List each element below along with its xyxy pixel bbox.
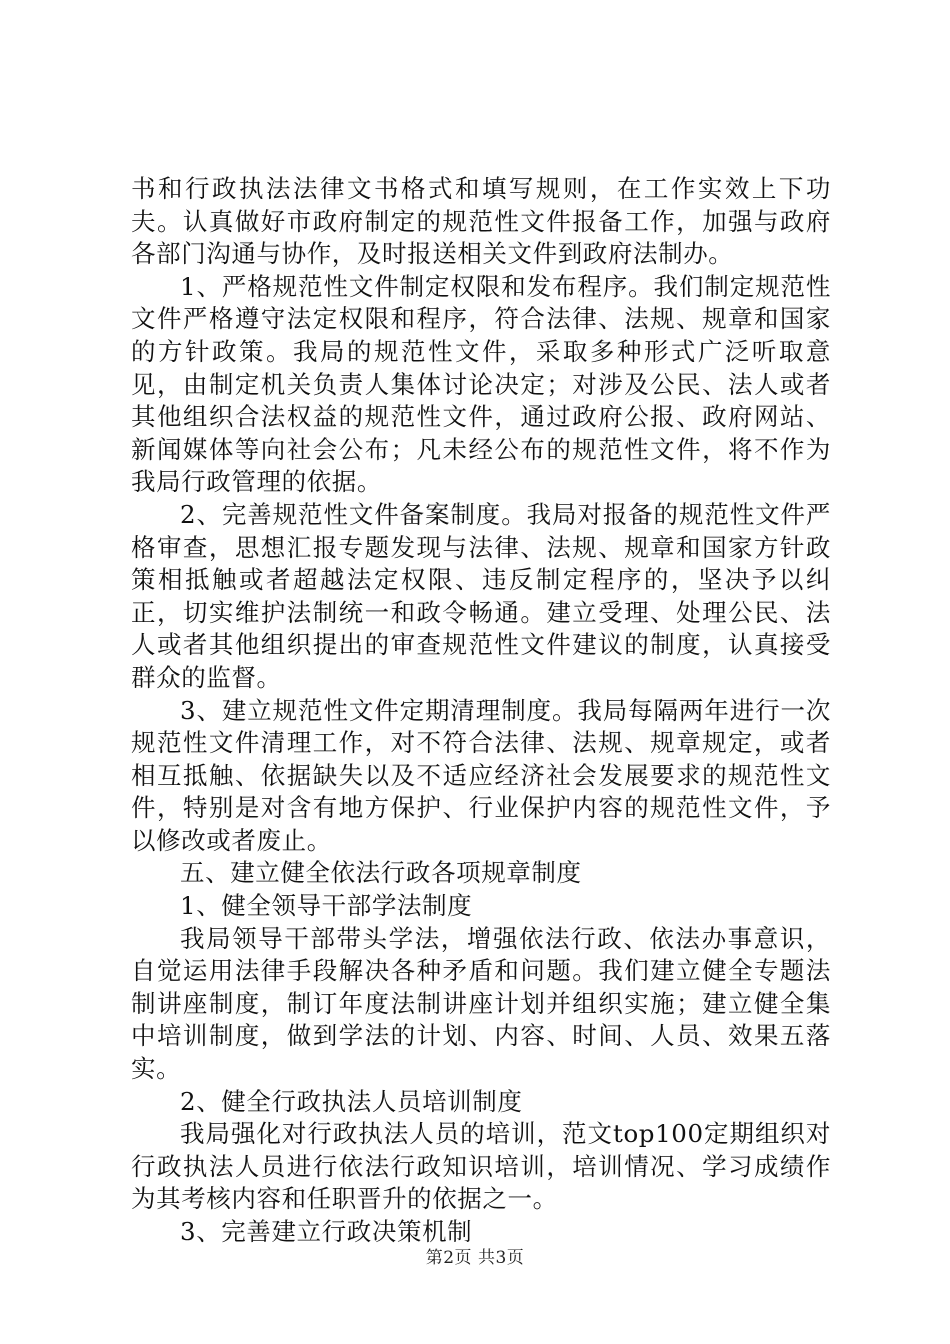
subsection-heading: 2、健全行政执法人员培训制度 [180, 1086, 523, 1116]
subsection-heading: 1、健全领导干部学法制度 [180, 891, 473, 921]
paragraph: 我局领导干部带头学法，增强依法行政、依法办事意识，自觉运用法律手段解决各种矛盾和问题。我们建立健全专题法制讲座制度，制订年度法制讲座计划并组织实施；建立健全集中培训制度，做到学法的计划、内容、时间、人员、效果五落实。 [131, 923, 831, 1084]
paragraph: 2、完善规范性文件备案制度。我局对报备的规范性文件严格审查，思想汇报专题发现与法律、法规、规章和国家方针政策相抵触或者超越法定权限、违反制定程序的，坚决予以纠正，切实维护法制统一和政令畅通。建立受理、处理公民、法人或者其他组织提出的审查规范性文件建议的制度，认真接受群众的监督。 [131, 499, 831, 692]
paragraph: 书和行政执法法律文书格式和填写规则，在工作实效上下功夫。认真做好市政府制定的规范性文件报备工作，加强与政府各部门沟通与协作，及时报送相关文件到政府法制办。 [131, 174, 831, 269]
page-number-footer: 第2页 共3页 [425, 1248, 525, 1268]
subsection-heading: 3、完善建立行政决策机制 [180, 1217, 473, 1246]
paragraph: 我局强化对行政执法人员的培训，范文top100定期组织对行政执法人员进行依法行政知识培训，培训情况、学习成绩作为其考核内容和任职晋升的依据之一。 [131, 1119, 831, 1214]
paragraph: 3、建立规范性文件定期清理制度。我局每隔两年进行一次规范性文件清理工作，对不符合法律、法规、规章规定，或者相互抵触、依据缺失以及不适应经济社会发展要求的规范性文件，特别是对含有地方保护、行业保护内容的规范性文件，予以修改或者废止。 [131, 695, 831, 855]
paragraph: 1、严格规范性文件制定权限和发布程序。我们制定规范性文件严格遵守法定权限和程序，符合法律、法规、规章和国家的方针政策。我局的规范性文件，采取多种形式广泛听取意见，由制定机关负责人集体讨论决定；对涉及公民、法人或者其他组织合法权益的规范性文件，通过政府公报、政府网站、新闻媒体等向社会公布；凡未经公布的规范性文件，将不作为我局行政管理的依据。 [131, 271, 831, 497]
section-heading: 五、建立健全依法行政各项规章制度 [180, 858, 582, 888]
document-body [131, 173, 831, 1249]
